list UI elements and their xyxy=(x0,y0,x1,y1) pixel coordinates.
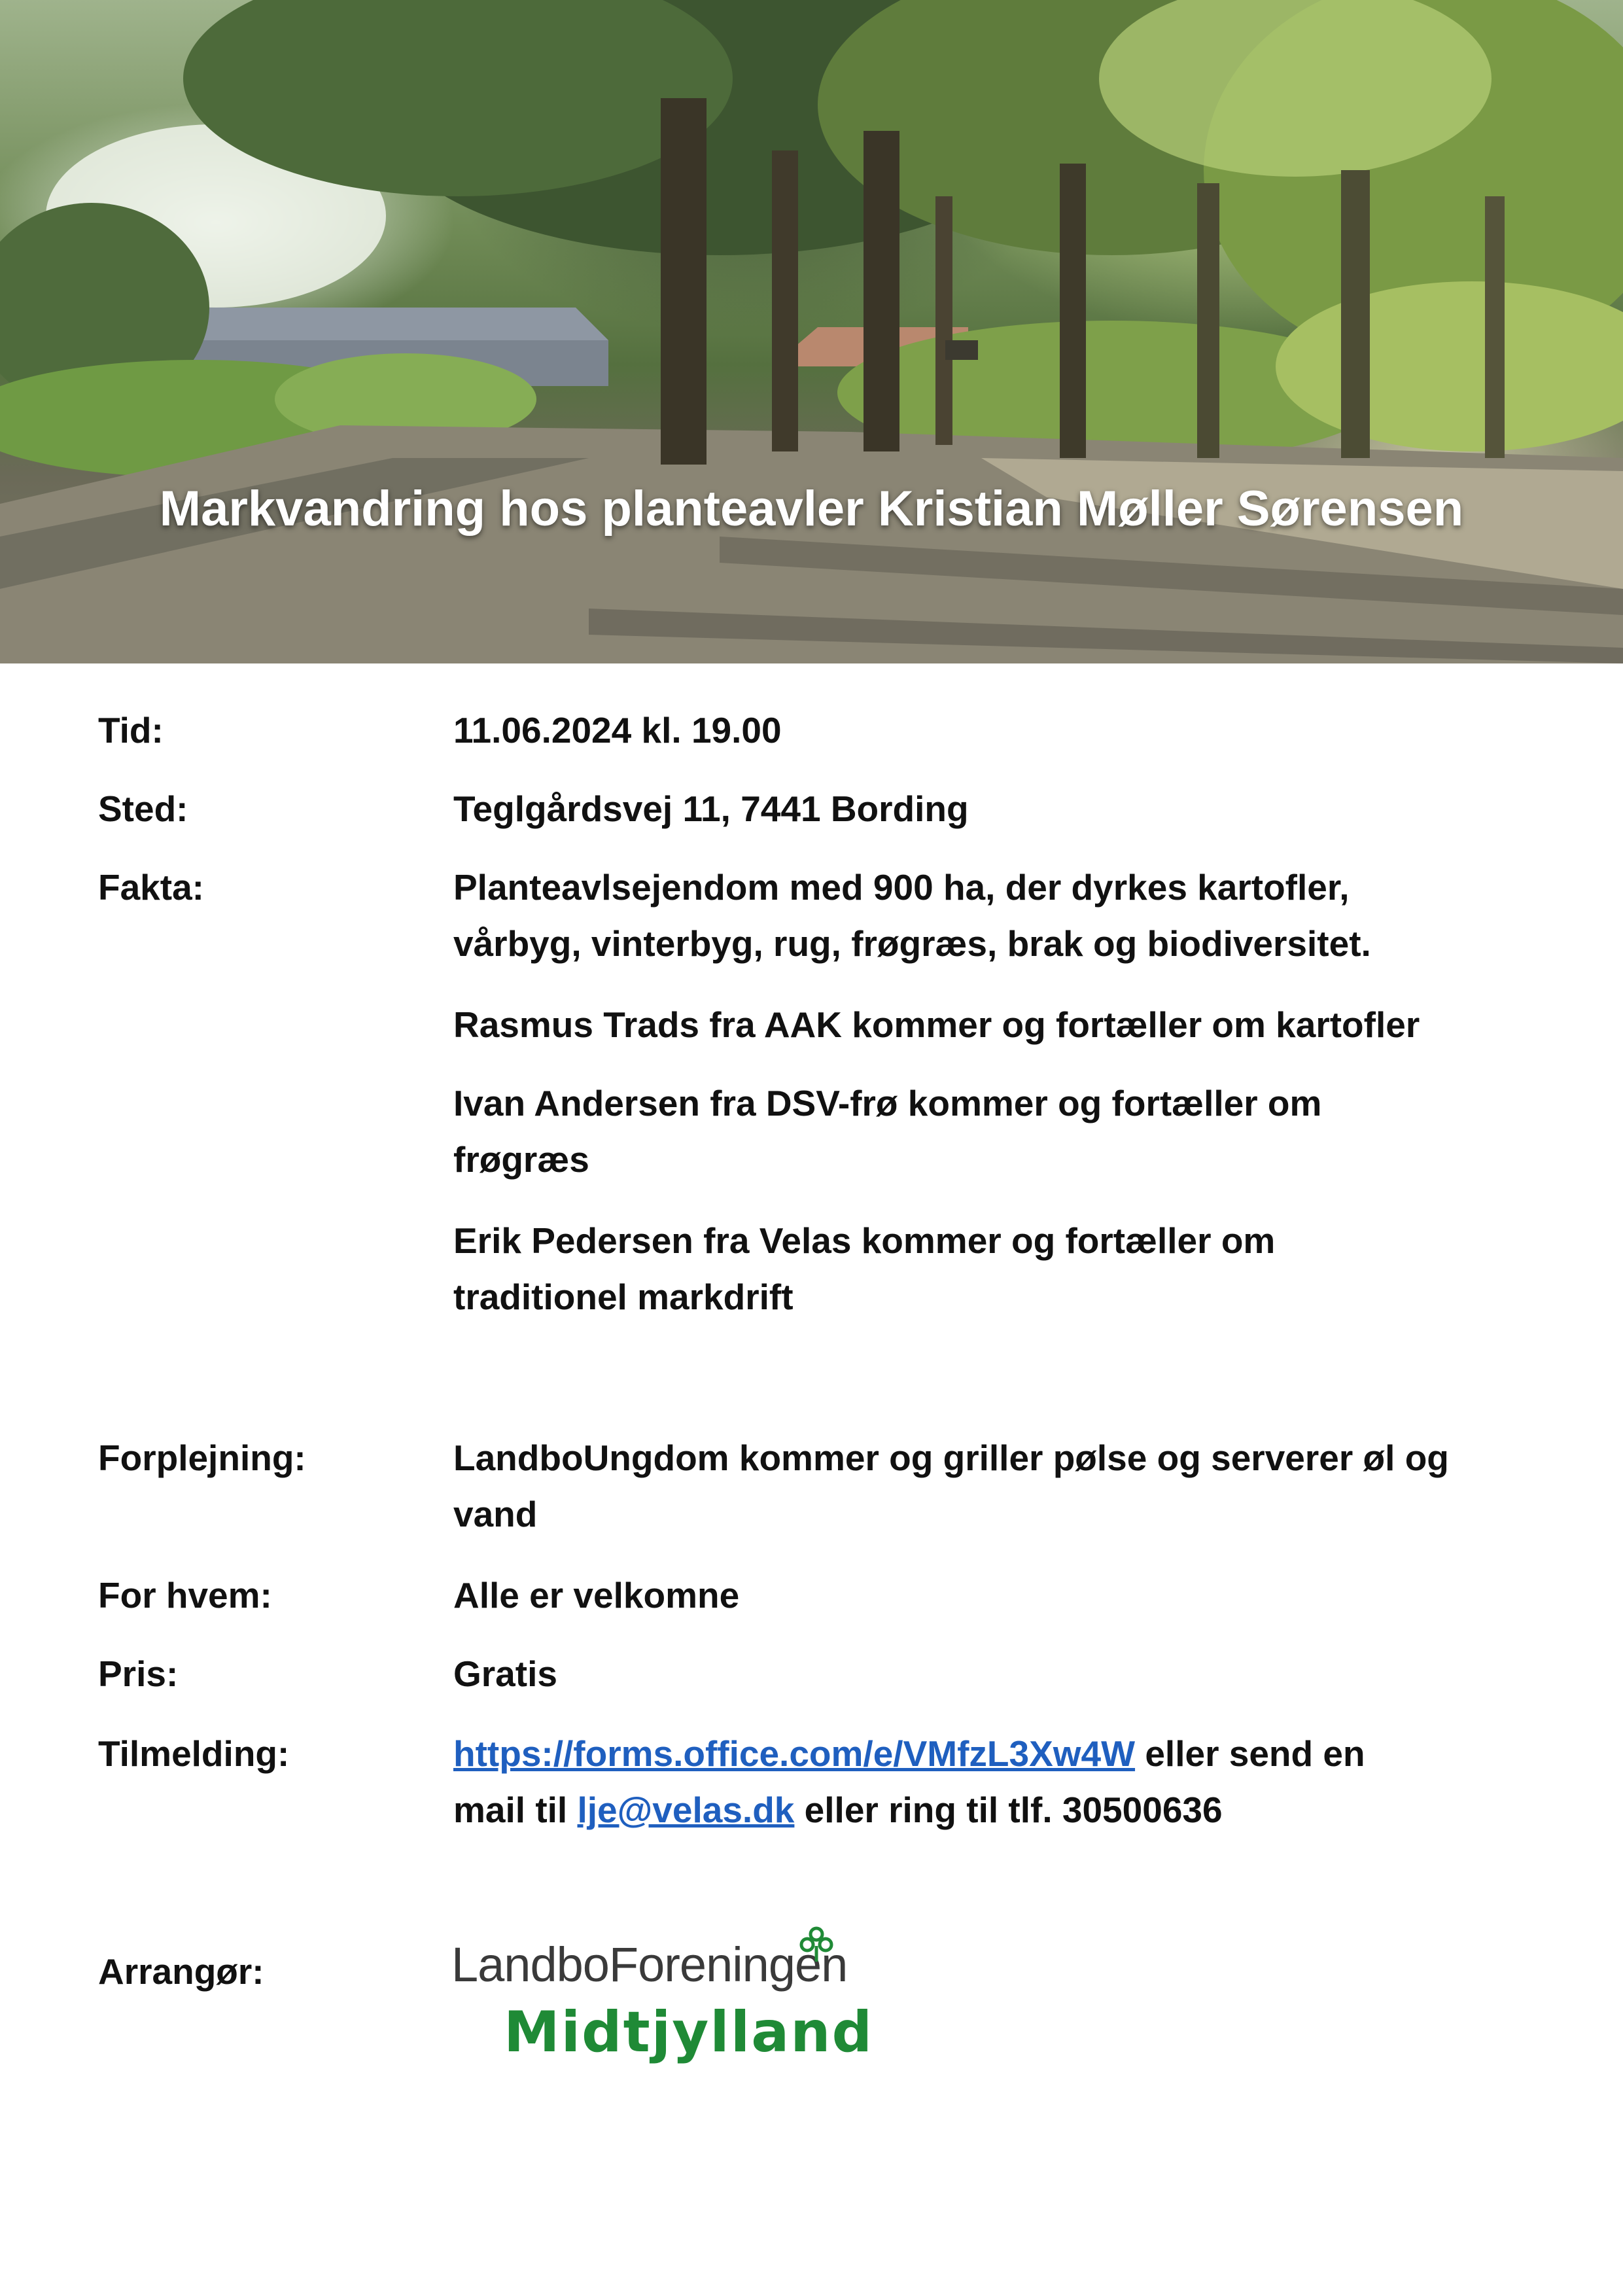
registration-line-1 xyxy=(453,1725,1565,1782)
registration-label: Tilmelding: xyxy=(98,1733,290,1774)
location-label: Sted: xyxy=(98,788,188,829)
catering-line-1: LandboUngdom kommer og griller pølse og serverer øl og xyxy=(453,1438,1449,1478)
speaker-3-line-2: traditionel markdrift xyxy=(453,1277,794,1317)
header-photo xyxy=(0,0,1623,663)
catering-line-2: vand xyxy=(453,1494,538,1534)
speaker-2-line-2: frøgræs xyxy=(453,1139,589,1180)
facts-line-1: Planteavlsejendom med 900 ha, der dyrkes kartofler, xyxy=(453,867,1350,908)
tree-scene-illustration xyxy=(0,0,1623,663)
registration-email-link[interactable]: lje@velas.dk xyxy=(577,1790,795,1830)
catering-value xyxy=(453,1430,1565,1542)
speaker-3 xyxy=(453,1212,1565,1325)
audience-label: For hvem: xyxy=(98,1575,272,1616)
catering-label: Forplejning: xyxy=(98,1438,306,1478)
registration-text-1: eller send en xyxy=(1135,1733,1365,1774)
facts-line-2: vårbyg, vinterbyg, rug, frøgræs, brak og biodiversitet. xyxy=(453,923,1371,964)
location-value: Teglgårdsvej 11, 7441 Bording xyxy=(453,788,969,829)
organizer-label: Arrangør: xyxy=(98,1951,264,1992)
registration-value xyxy=(453,1725,1565,1838)
registration-text-3: eller ring til tlf. 30500636 xyxy=(794,1790,1223,1830)
time-value: 11.06.2024 kl. 19.00 xyxy=(453,710,782,751)
facts-label: Fakta: xyxy=(98,867,204,908)
logo-wordmark-bottom: Midtjylland xyxy=(504,2000,874,2065)
facts-value xyxy=(453,859,1565,972)
speaker-2 xyxy=(453,1075,1565,1188)
registration-text-2: mail til xyxy=(453,1790,578,1830)
price-value: Gratis xyxy=(453,1653,557,1694)
speaker-3-line-1: Erik Pedersen fra Velas kommer og fortæller om xyxy=(453,1220,1276,1261)
speaker-1: Rasmus Trads fra AAK kommer og fortæller om kartofler xyxy=(453,1004,1420,1045)
clover-leaf-icon xyxy=(797,1925,836,1964)
registration-line-2 xyxy=(453,1782,1565,1838)
logo-wordmark-top: LandboForeningen xyxy=(451,1937,848,1992)
page-title: Markvandring hos planteavler Kristian Møller Sørensen xyxy=(159,481,1464,537)
registration-form-link[interactable]: https://forms.office.com/e/VMfzL3Xw4W xyxy=(453,1733,1136,1774)
organizer-logo xyxy=(451,1937,896,2081)
price-label: Pris: xyxy=(98,1653,179,1694)
speaker-2-line-1: Ivan Andersen fra DSV-frø kommer og fortæller om xyxy=(453,1083,1322,1123)
audience-value: Alle er velkomne xyxy=(453,1575,740,1616)
time-label: Tid: xyxy=(98,710,164,751)
